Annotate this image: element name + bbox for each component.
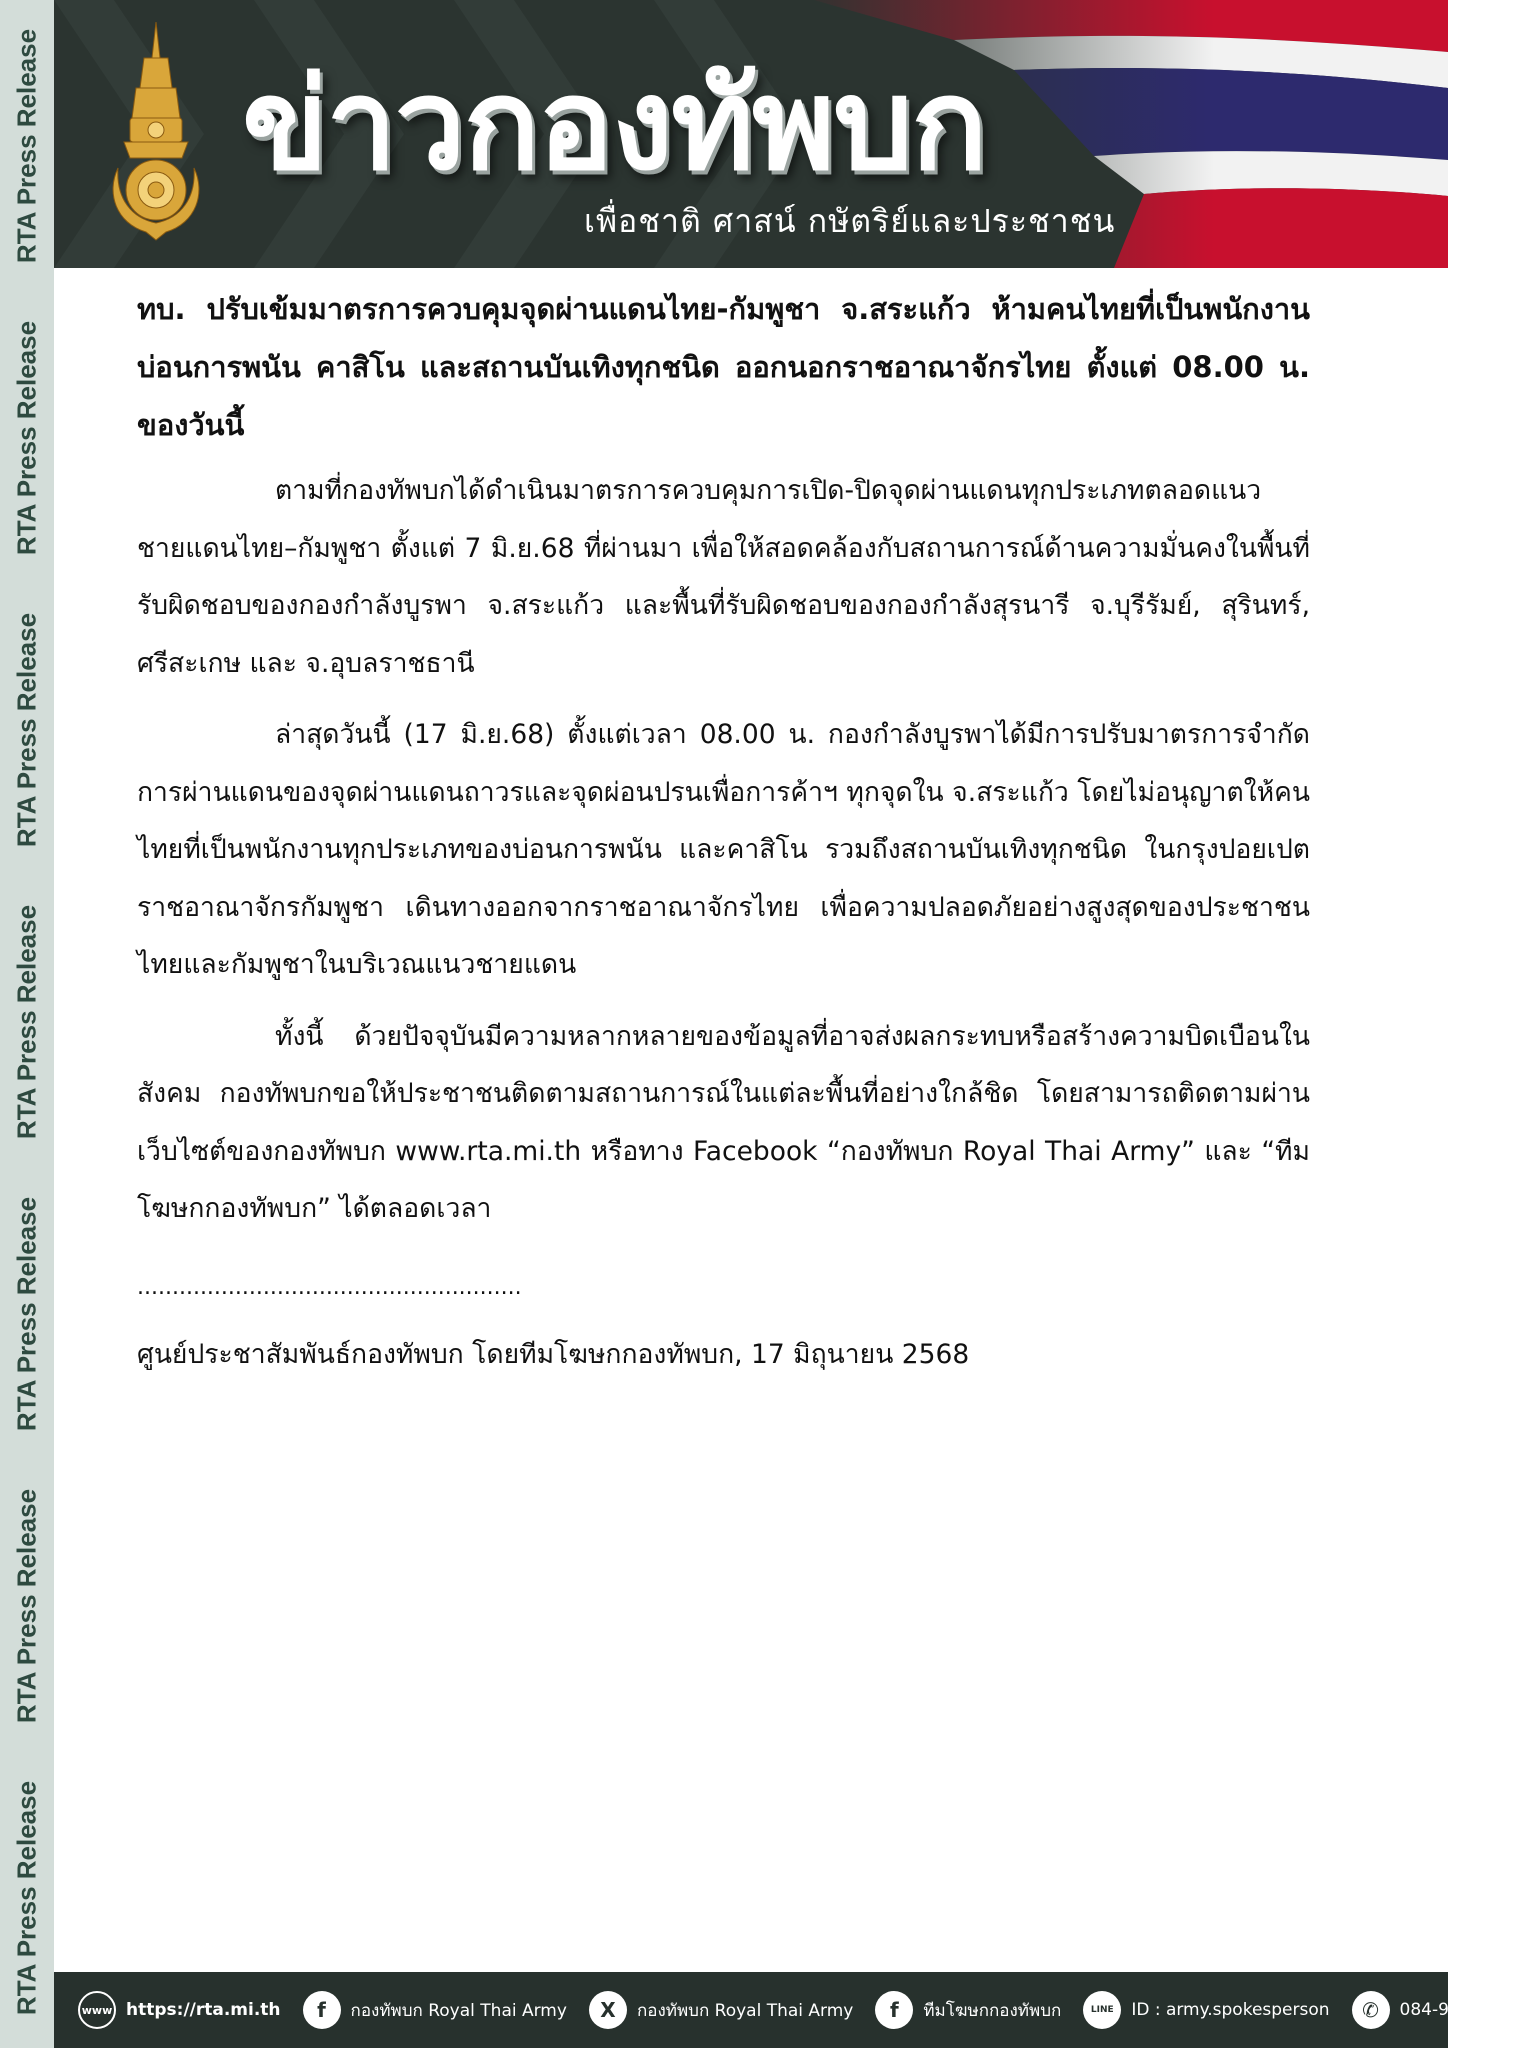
x-account-label[interactable]: กองทัพบก Royal Thai Army: [636, 2000, 854, 2021]
royal-thai-army-emblem: [106, 18, 206, 248]
sidebar-label: RTA Press Release: [11, 1196, 42, 1432]
sidebar-strip: [0, 0, 54, 2048]
footer-facebook-spokesperson[interactable]: [875, 1991, 1061, 2029]
sidebar-label: RTA Press Release: [11, 904, 42, 1140]
footer-bar: [54, 1972, 1520, 2048]
sidebar-label: RTA Press Release: [11, 1780, 42, 2016]
article-paragraph: ทั้งนี้ ด้วยปัจจุบันมีความหลากหลายของข้อมูลที่อาจส่งผลกระทบหรือสร้างความบิดเบือนในสังคม กองทัพบกขอให้ประชาชนติดตามสถานการณ์ในแต่ละพื้นที่อย่างใกล้ชิด โดยสามารถติดตามผ่านเว็บไซต์ของกองทัพบก www.rta.mi.th หรือทาง Facebook “กองทัพบก Royal Thai Army” และ “ทีมโฆษกกองทัพบก” ได้ตลอดเวลา: [137, 1020, 1310, 1224]
footer-line-id[interactable]: [1083, 1991, 1329, 2029]
sidebar-label: RTA Press Release: [11, 612, 42, 848]
footer-x-account[interactable]: [589, 1991, 853, 2029]
article-credit: ศูนย์ประชาสัมพันธ์กองทัพบก โดยทีมโฆษกกองทัพบก, 17 มิถุนายน 2568: [137, 1338, 970, 1370]
globe-icon: www: [78, 1991, 116, 2029]
article: [137, 280, 1310, 1380]
header-banner: [54, 0, 1448, 268]
line-icon: LINE: [1083, 1991, 1121, 2029]
sidebar-label: RTA Press Release: [11, 1488, 42, 1724]
website-link[interactable]: https://rta.mi.th: [126, 2000, 281, 2020]
footer-facebook-army[interactable]: [303, 1991, 567, 2029]
article-headline: ทบ. ปรับเข้มมาตรการควบคุมจุดผ่านแดนไทย-กัมพูชา จ.สระแก้ว ห้ามคนไทยที่เป็นพนักงานบ่อนการพนัน คาสิโน และสถานบันเทิงทุกชนิด ออกนอกราชอาณาจักรไทย ตั้งแต่ 08.00 น. ของวันนี้: [137, 292, 1310, 442]
footer-phone[interactable]: [1352, 1991, 1520, 2029]
x-icon: X: [589, 1991, 627, 2029]
facebook-army-label[interactable]: กองทัพบก Royal Thai Army: [350, 2000, 567, 2021]
sidebar-label: RTA Press Release: [11, 320, 42, 556]
phone-number[interactable]: 084-986-5379: [1399, 2000, 1520, 2020]
header-motto: เพื่อชาติ ศาสน์ กษัตริย์และประชาชน: [584, 202, 1116, 240]
article-paragraph: ตามที่กองทัพบกได้ดำเนินมาตรการควบคุมการเปิด-ปิดจุดผ่านแดนทุกประเภทตลอดแนวชายแดนไทย–กัมพูชา ตั้งแต่ 7 มิ.ย.68 ที่ผ่านมา เพื่อให้สอดคล้องกับสถานการณ์ด้านความมั่นคงในพื้นที่รับผิดชอบของกองกำลังบูรพา จ.สระแก้ว และพื้นที่รับผิดชอบของกองกำลังสุรนารี จ.บุรีรัมย์, สุรินทร์, ศรีสะเกษ และ จ.อุบลราชธานี: [137, 475, 1310, 679]
article-paragraph: ล่าสุดวันนี้ (17 มิ.ย.68) ตั้งแต่เวลา 08.00 น. กองกำลังบูรพาได้มีการปรับมาตรการจำกัดการผ่านแดนของจุดผ่านแดนถาวรและจุดผ่อนปรนเพื่อการค้าฯ ทุกจุดใน จ.สระแก้ว โดยไม่อนุญาตให้คนไทยที่เป็นพนักงานทุกประเภทของบ่อนการพนัน และคาสิโน รวมถึงสถานบันเทิงทุกชนิด ในกรุงปอยเปต ราชอาณาจักรกัมพูชา เดินทางออกจากราชอาณาจักรไทย เพื่อความปลอดภัยอย่างสูงสุดของประชาชนไทยและกัมพูชาในบริเวณแนวชายแดน: [137, 719, 1310, 980]
facebook-spokesperson-label[interactable]: ทีมโฆษกกองทัพบก: [923, 2000, 1062, 2021]
sidebar-label: RTA Press Release: [11, 28, 42, 264]
header-title: ข่าวกองทัพบก: [242, 51, 986, 198]
facebook-icon: f: [875, 1991, 913, 2029]
phone-icon: ✆: [1352, 1991, 1390, 2029]
line-id-label[interactable]: ID : army.spokesperson: [1131, 2000, 1330, 2020]
facebook-icon: f: [303, 1991, 341, 2029]
separator-dots: .......................................................: [137, 1274, 522, 1300]
footer-website[interactable]: [78, 1991, 281, 2029]
